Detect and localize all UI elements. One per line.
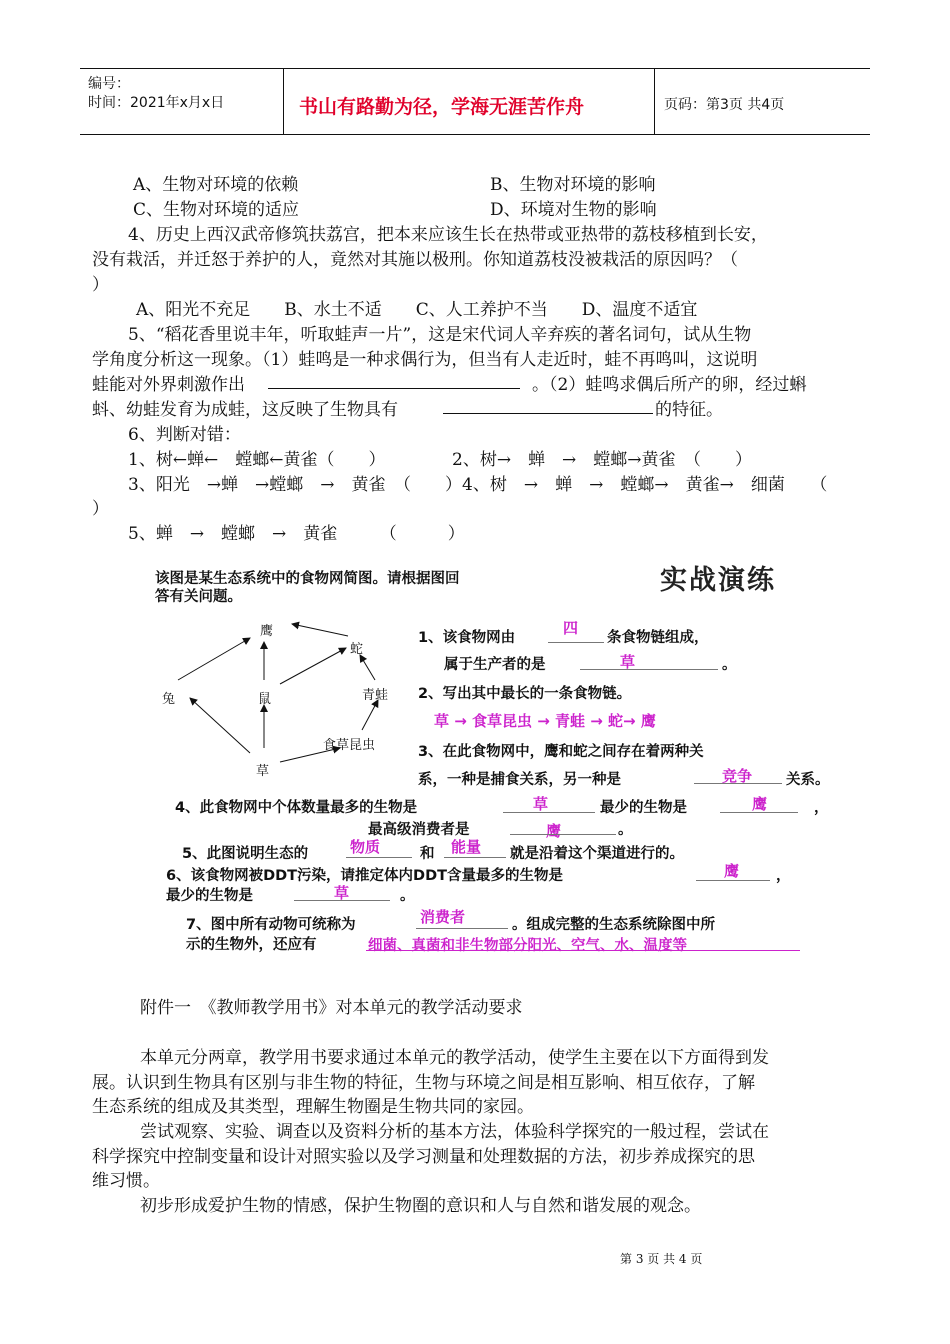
pq4-text-e: 。 — [618, 822, 633, 838]
node-eagle: 鹰 — [260, 624, 274, 639]
pq4-answer-3: 鹰 — [546, 822, 562, 840]
pq4-blank-2[interactable] — [720, 812, 798, 813]
pq7-text-a: 7、图中所有动物可统称为 — [186, 917, 356, 933]
pq3-line-2a: 系，一种是捕食关系，另一种是 — [418, 772, 621, 788]
pq6-blank-1[interactable] — [696, 880, 770, 881]
pq5-blank-2[interactable] — [444, 857, 506, 858]
header-page-info: 页码：第3页 共4页 — [664, 97, 785, 113]
pq1-text-c: 属于生产者的是 — [444, 657, 546, 673]
pq4-text-c: ， — [814, 800, 829, 816]
node-rabbit: 兔 — [162, 692, 176, 707]
pq4-blank-3[interactable] — [510, 834, 616, 835]
pq6-text-b: ， — [776, 868, 791, 884]
pq3-line-2b: 关系。 — [786, 772, 830, 788]
appendix-p1-line1: 本单元分两章，教学用书要求通过本单元的教学活动，使学生主要在以下方面得到发 — [140, 1048, 769, 1068]
q6-title: 6、判断对错： — [128, 425, 241, 445]
pq5-answer-1: 物质 — [350, 838, 381, 856]
pq3-blank[interactable] — [694, 783, 782, 784]
arrow-rabbit-eagle — [178, 638, 250, 680]
pq7-text-b: 。组成完整的生态系统除图中所 — [512, 917, 715, 933]
appendix-title: 附件一 《教师教学用书》对本单元的教学活动要求 — [140, 998, 523, 1018]
appendix-p1-line2: 展。认识到生物具有区别与非生物的特征，生物与环境之间是相互影响、相互依存，了解 — [92, 1073, 755, 1093]
pq1-blank-1[interactable] — [548, 642, 604, 643]
header-number-label: 编号： — [88, 76, 130, 92]
node-mouse: 鼠 — [258, 692, 272, 707]
q3-option-c: C、生物对环境的适应 — [133, 200, 300, 220]
q5-line-1: 5、“稻花香里说丰年，听取蛙声一片”，这是宋代词人辛弃疾的著名词句，试从生物 — [128, 325, 752, 345]
pq4-text-b: 最少的生物是 — [600, 800, 687, 816]
pq5-blank-1[interactable] — [346, 857, 412, 858]
pq2-answer: 草 → 食草昆虫 → 青蛙 → 蛇→ 鹰 — [434, 712, 656, 730]
q6-items-3-4: 3、阳光 →蝉 →螳螂 → 黄雀 （ ）4、树 → 蝉 → 螳螂→ 黄雀→ 细菌 （ — [128, 475, 828, 495]
appendix-p2-line3: 维习惯。 — [92, 1171, 160, 1191]
pq5-answer-2: 能量 — [451, 838, 482, 856]
pq6-blank-2[interactable] — [294, 900, 390, 901]
q5-line-2: 学角度分析这一现象。（1）蛙鸣是一种求偶行为，但当有人走近时，蛙不再鸣叫，这说明 — [92, 350, 758, 370]
q4-line-1: 4、历史上西汉武帝修筑扶荔宫，把本来应该生长在热带或亚热带的荔枝移植到长安， — [128, 225, 768, 245]
page-footer: 第 3 页 共 4 页 — [620, 1252, 703, 1266]
q5-line-4b: 的特征。 — [655, 400, 723, 420]
header-divider-2 — [654, 68, 655, 134]
pq3-answer: 竞争 — [722, 767, 753, 785]
pq7-answer-1: 消费者 — [420, 908, 466, 926]
pq2-text: 2、写出其中最长的一条食物链。 — [418, 686, 632, 702]
q6-item-5: 5、蝉 → 螳螂 → 黄雀 （ ） — [128, 524, 465, 544]
q6-item-1: 1、树←蝉← 螳螂←黄雀（ ） — [128, 450, 386, 470]
q5-line-4a: 蚪、幼蛙发育为成蛙，这反映了生物具有 — [92, 400, 398, 420]
pq7-text-c: 示的生物外，还应有 — [186, 937, 317, 953]
pq4-blank-1[interactable] — [503, 812, 595, 813]
pq4-text-d: 最高级消费者是 — [368, 822, 470, 838]
header-time-label: 时间：2021年x月x日 — [88, 95, 225, 111]
q3-option-b: B、生物对环境的影响 — [490, 175, 656, 195]
arrow-mouse-snake — [280, 648, 346, 684]
q5-line-3b: 。（2）蛙鸣求偶后所产的卵，经过蝌 — [532, 375, 807, 395]
q5-blank-1[interactable] — [268, 388, 520, 389]
pq6-answer-1: 鹰 — [724, 862, 740, 880]
pq6-answer-2: 草 — [334, 884, 350, 902]
arrow-grass-rabbit — [190, 698, 250, 753]
pq7-blank-1[interactable] — [416, 928, 508, 929]
pq1-blank-2[interactable] — [580, 669, 718, 670]
pq5-text-b: 和 — [420, 846, 435, 862]
appendix-p3: 初步形成爱护生物的情感，保护生物圈的意识和人与自然和谐发展的观念。 — [140, 1196, 701, 1216]
pq6-text-a: 6、该食物网被DDT污染，请推定体内DDT含量最多的生物是 — [166, 868, 564, 884]
practice-intro-1: 该图是某生态系统中的食物网简图。请根据图回 — [155, 571, 460, 587]
arrow-frog-snake — [360, 655, 375, 680]
q3-option-d: D、环境对生物的影响 — [490, 200, 657, 220]
appendix-p2-line2: 科学探究中控制变量和设计对照实验以及学习测量和处理数据的方法，初步养成探究的思 — [92, 1147, 755, 1167]
pq1-answer-2: 草 — [620, 653, 636, 671]
header-top-border — [80, 68, 870, 69]
q5-blank-2[interactable] — [443, 413, 653, 414]
pq5-text-a: 5、此图说明生态的 — [182, 846, 309, 862]
pq6-text-d: 。 — [400, 888, 415, 904]
q6-item-2: 2、树→ 蝉 → 螳螂→黄雀 （ ） — [452, 450, 753, 470]
header-divider-1 — [283, 68, 284, 134]
arrow-snake-eagle — [292, 624, 348, 636]
q5-line-3a: 蛙能对外界刺激作出 — [92, 375, 245, 395]
q3-option-a: A、生物对环境的依赖 — [133, 175, 299, 195]
node-frog: 青蛙 — [362, 688, 389, 703]
node-insect: 食草昆虫 — [323, 738, 376, 753]
q6-line-close: ） — [92, 499, 109, 519]
pq1-text-d: 。 — [722, 657, 737, 673]
node-grass: 草 — [256, 764, 270, 779]
arrow-insect-frog — [362, 700, 378, 730]
appendix-p2-line1: 尝试观察、实验、调查以及资料分析的基本方法，体验科学探究的一般过程，尝试在 — [140, 1122, 769, 1142]
pq3-line-1: 3、在此食物网中，鹰和蛇之间存在着两种关 — [418, 744, 704, 760]
practice-heading: 实战演练 — [660, 565, 776, 596]
q4-line-2: 没有栽活，并迁怒于养护的人，竟然对其施以极刑。你知道荔枝没被栽活的原因吗？（ — [92, 250, 738, 270]
header-bottom-border — [80, 134, 870, 135]
pq1-text-b: 条食物链组成， — [607, 630, 709, 646]
pq6-text-c: 最少的生物是 — [166, 888, 253, 904]
pq4-text-a: 4、此食物网中个体数量最多的生物是 — [175, 800, 418, 816]
pq4-answer-2: 鹰 — [752, 795, 768, 813]
pq7-answer-2: 细菌、真菌和非生物部分阳光、空气、水、温度等 — [368, 938, 687, 954]
pq1-text-a: 1、该食物网由 — [418, 630, 516, 646]
q4-options: A、阳光不充足 B、水土不适 C、人工养护不当 D、温度不适宜 — [136, 300, 698, 320]
pq1-answer-1: 四 — [563, 619, 579, 637]
q4-line-3: ） — [92, 275, 109, 295]
pq7-blank-2[interactable] — [366, 950, 800, 951]
practice-intro-2: 答有关问题。 — [155, 589, 242, 605]
header-motto: 书山有路勤为径，学海无涯苦作舟 — [299, 96, 585, 118]
pq5-text-c: 就是沿着这个渠道进行的。 — [510, 846, 684, 862]
node-snake: 蛇 — [350, 642, 364, 657]
pq4-answer-1: 草 — [533, 795, 549, 813]
appendix-p1-line3: 生态系统的组成及其类型，理解生物圈是生物共同的家园。 — [92, 1097, 534, 1117]
